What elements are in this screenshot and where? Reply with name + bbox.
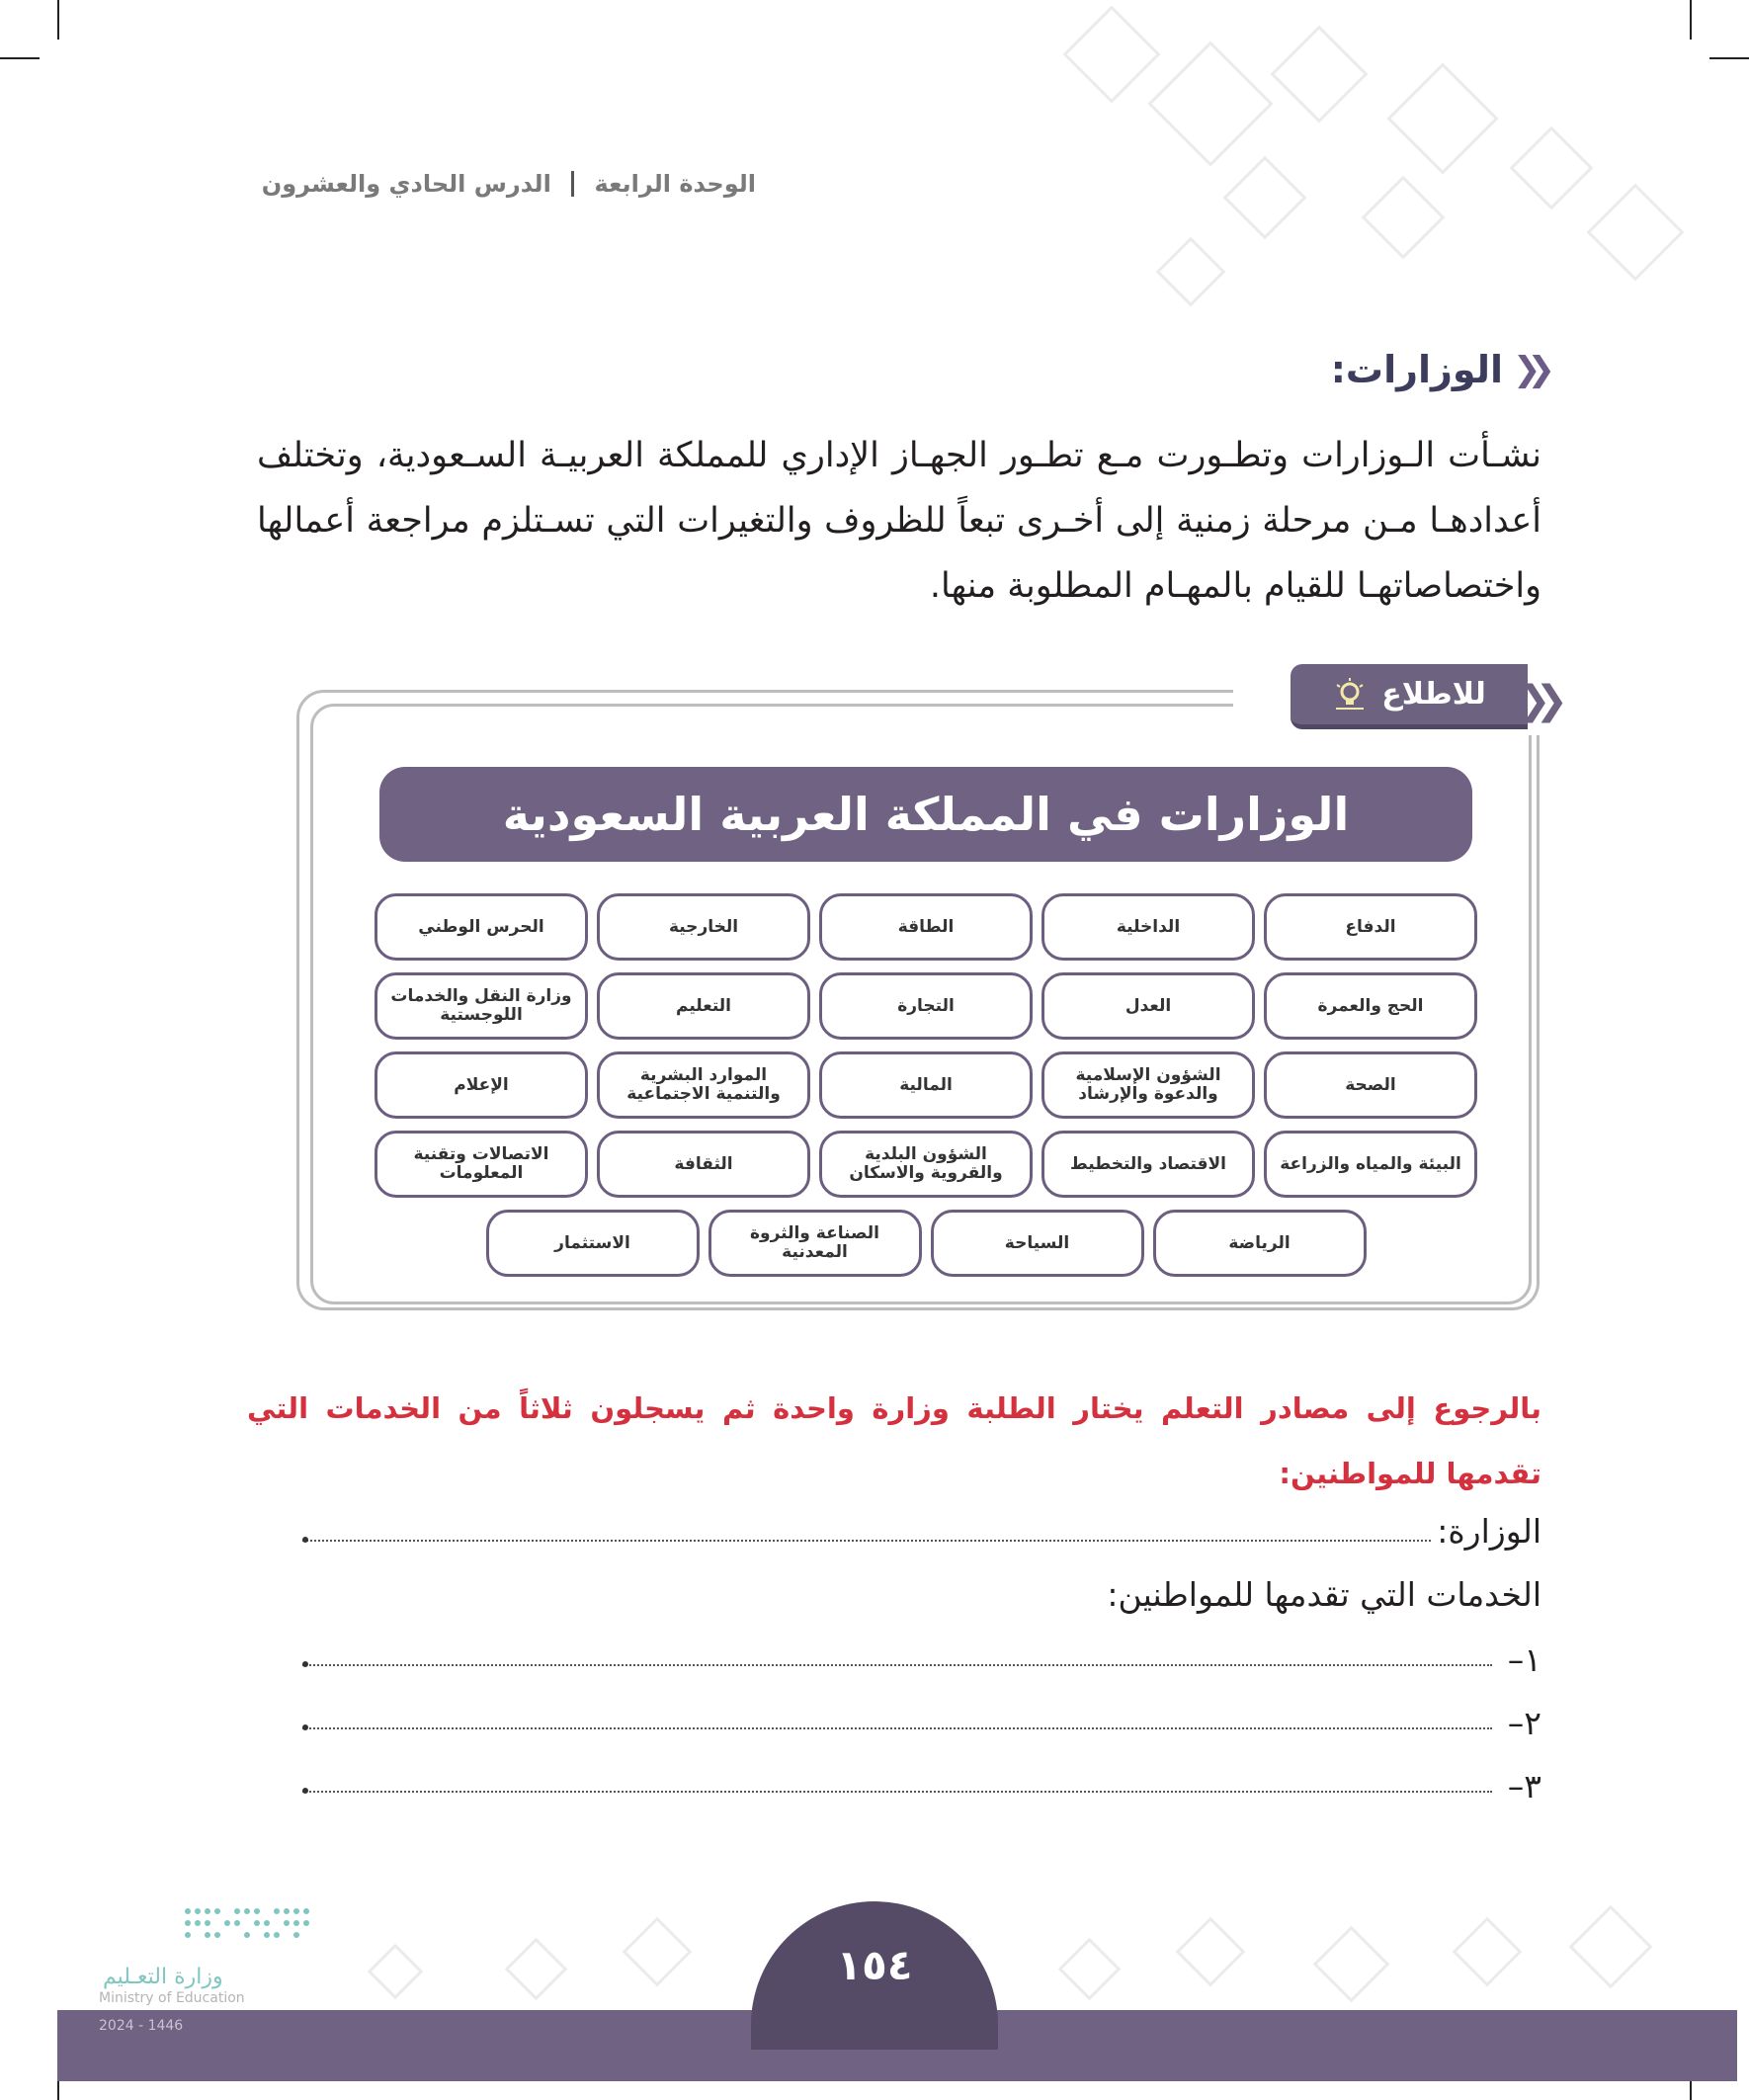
service-answer-line-2[interactable] (302, 1725, 1492, 1729)
double-chevron-icon: ❮❮ (1513, 350, 1541, 389)
edition-year: 2024 - 1446 (99, 2018, 184, 2034)
ministry-item: الاقتصاد والتخطيط (1041, 1131, 1255, 1198)
service-answer-line-3[interactable] (302, 1789, 1492, 1793)
ministry-logo-icon (178, 1901, 316, 1951)
ministry-item: الموارد البشرية والتنمية الاجتماعية (597, 1051, 810, 1119)
crop-mark (0, 57, 40, 59)
crop-mark (57, 0, 59, 40)
ministry-item: الرياضة (1153, 1210, 1367, 1277)
ministry-item: الحج والعمرة (1264, 972, 1477, 1040)
tag-chevron-icon: ❮❮ (1518, 678, 1553, 723)
ministry-item: الثقافة (597, 1131, 810, 1198)
lesson-label: الدرس الحادي والعشرون (261, 170, 551, 198)
ministry-item: الصناعة والثروة المعدنية (708, 1210, 922, 1277)
ministry-item: الداخلية (1041, 893, 1255, 961)
ministry-item: وزارة النقل والخدمات اللوجستية (375, 972, 588, 1040)
crop-mark (57, 2080, 59, 2100)
intro-paragraph: نشـأت الـوزارات وتطـورت مـع تطـور الجهـاز الإداري للمملكة العربيـة السـعودية، وتختلف أعدادهـا مـن مرحلة زمنية إلى أخـرى تبعاً للظروف والتغيرات التي تسـتلزم مراجعة أعمالها واختصاصاتهـا للقيام بالمهـام المطلوبة منها. (257, 436, 1541, 606)
crop-mark (1690, 0, 1692, 40)
ministry-item: الحرس الوطني (375, 893, 588, 961)
ministry-item: البيئة والمياه والزراعة (1264, 1131, 1477, 1198)
service-answer-line-1[interactable] (302, 1662, 1492, 1666)
ministry-item: الدفاع (1264, 893, 1477, 961)
crop-mark (1709, 57, 1749, 59)
ministry-item: الطاقة (819, 893, 1033, 961)
crop-mark (1690, 2080, 1692, 2100)
service-item-number: ٣– (1507, 1767, 1541, 1806)
ministry-item: الشؤون البلدية والقروية والاسكان (819, 1131, 1033, 1198)
ministry-item: الصحة (1264, 1051, 1477, 1119)
ministry-item: الاستثمار (486, 1210, 700, 1277)
line-end-dot (302, 1724, 308, 1730)
ministry-answer-line[interactable] (302, 1538, 1431, 1542)
ministry-label: الوزارة: (1437, 1512, 1541, 1551)
section-heading (1331, 348, 1541, 391)
activity-instruction: بالرجوع إلى مصادر التعلم يختار الطلبة وزارة واحدة ثم يسجلون ثلاثاً من الخدمات التي تقدمها للمواطنين: (247, 1391, 1541, 1490)
ministry-item: الخارجية (597, 893, 810, 961)
unit-label: الوحدة الرابعة (594, 170, 756, 198)
line-end-dot (302, 1537, 308, 1543)
line-end-dot (302, 1661, 308, 1667)
section-title: الوزارات: (1330, 348, 1504, 391)
ministries-banner: الوزارات في المملكة العربية السعودية (379, 767, 1472, 862)
ministry-item: التعليم (597, 972, 810, 1040)
ministry-item: المالية (819, 1051, 1033, 1119)
page-number: ١٥٤ (751, 1901, 998, 2050)
ministry-item: الإعلام (375, 1051, 588, 1119)
services-label: الخدمات التي تقدمها للمواطنين: (1107, 1575, 1541, 1614)
line-end-dot (302, 1788, 308, 1794)
page-header (262, 170, 756, 198)
header-separator (571, 171, 574, 197)
ministry-item: السياحة (931, 1210, 1144, 1277)
ministry-logo-text: وزارة التعـليم (103, 1965, 223, 1989)
service-item-number: ١– (1507, 1640, 1541, 1679)
info-tag (1291, 664, 1528, 729)
tag-label: للاطلاع (1381, 677, 1486, 712)
lightbulb-icon (1332, 677, 1368, 713)
ministry-logo-english: Ministry of Education (99, 1990, 245, 2006)
service-item-number: ٢– (1507, 1704, 1541, 1742)
ministry-item: الشؤون الإسلامية والدعوة والإرشاد (1041, 1051, 1255, 1119)
ministry-item: التجارة (819, 972, 1033, 1040)
ministry-item: العدل (1041, 972, 1255, 1040)
ministry-item: الاتصالات وتقنية المعلومات (375, 1131, 588, 1198)
